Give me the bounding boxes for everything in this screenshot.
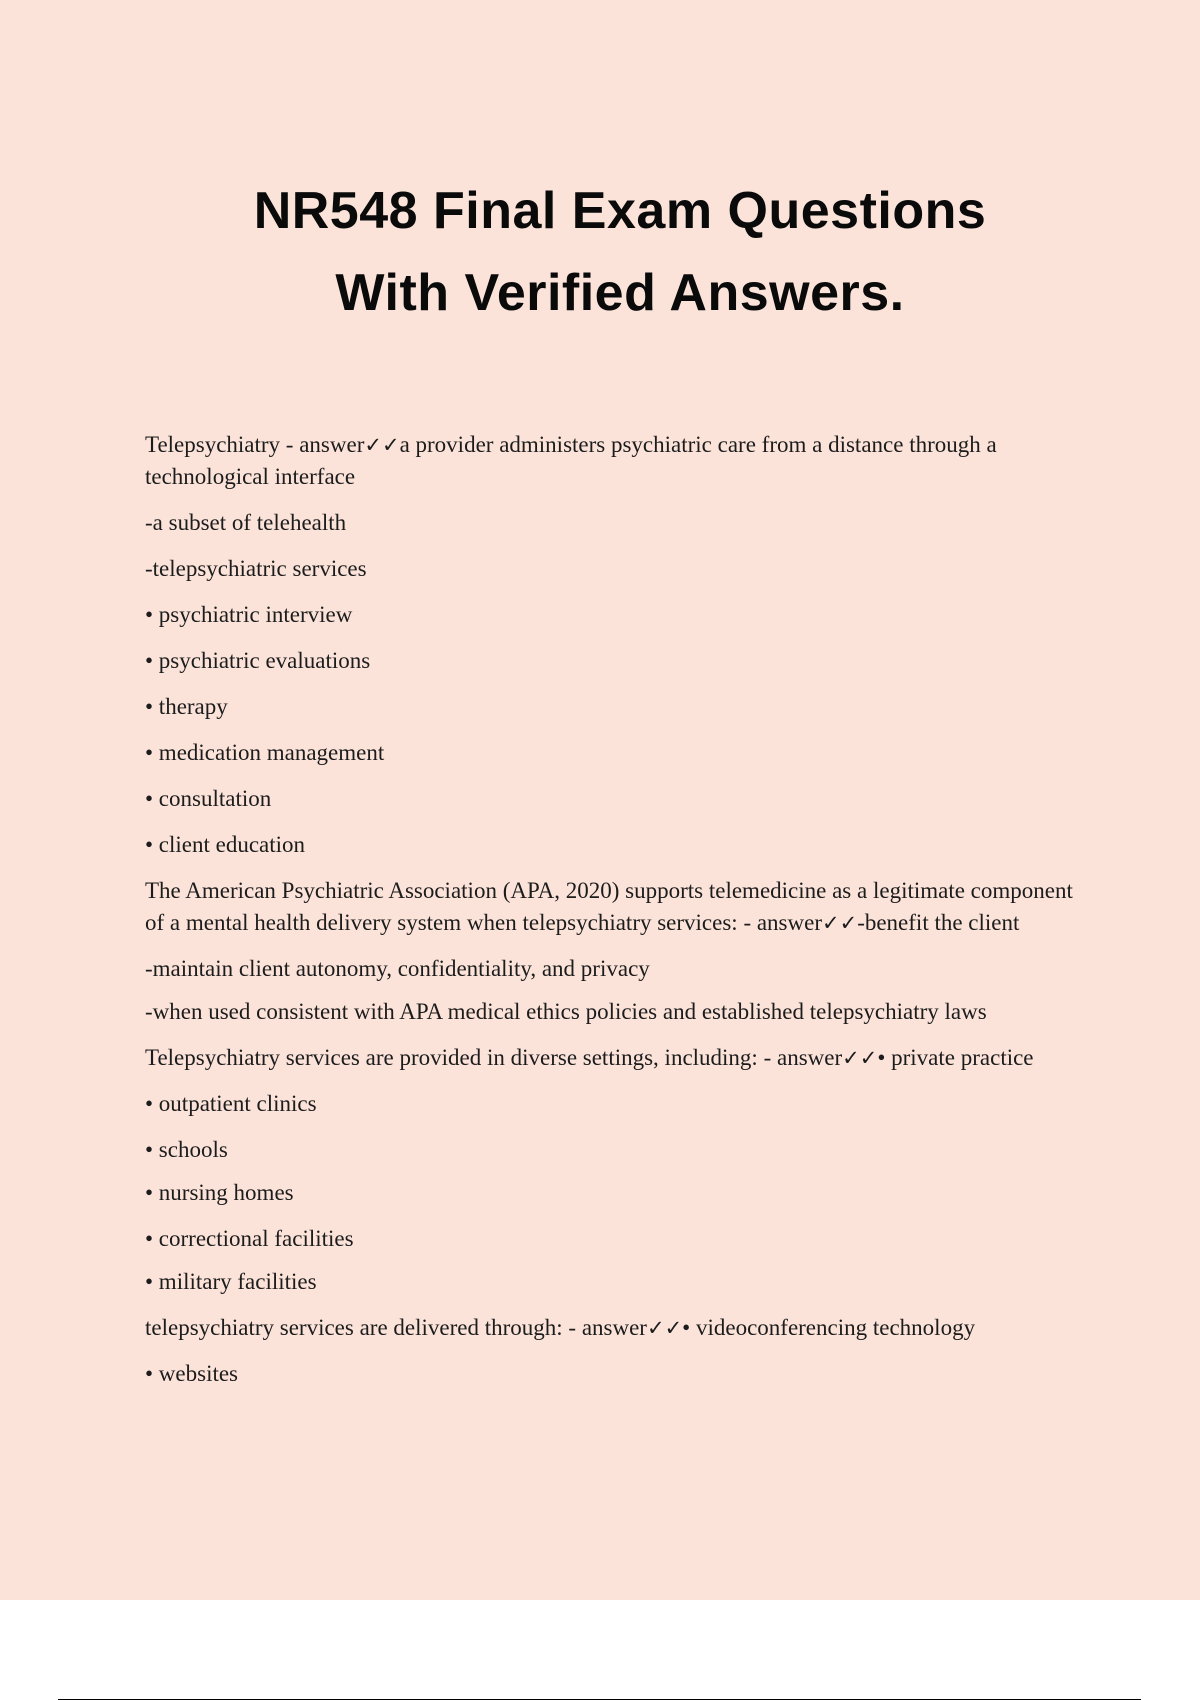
qa-telepsychiatry: Telepsychiatry - answer✓✓a provider administers psychiatric care from a distance through a technological interface [145,432,997,489]
list-item: • psychiatric evaluations [145,648,371,673]
list-item: • client education [145,832,306,857]
list-item: • military facilities [145,1269,317,1294]
list-item: • outpatient clinics [145,1091,317,1116]
check-mark-icon: ✓✓ [842,1046,878,1070]
list-item: -when used consistent with APA medical ethics policies and established telepsychiatry laws [145,999,987,1024]
check-mark-icon: ✓✓ [646,1316,683,1340]
document-title [0,170,1200,334]
list-item: • nursing homes [145,1180,294,1205]
document-body [145,429,1095,1404]
list-item: -a subset of telehealth [145,510,347,535]
list-item: -telepsychiatric services [145,556,367,581]
list-item: • consultation [145,786,272,811]
check-mark-icon: ✓✓ [364,433,400,457]
qa-apa-support: The American Psychiatric Association (APA, 2020) supports telemedicine as a legitimate component of a mental health delivery system when telepsychiatry services: - answer✓✓-benefit the client [145,878,1073,935]
list-item: • schools [145,1137,228,1162]
title-line-1: NR548 Final Exam Questions [253,182,987,240]
list-item: • correctional facilities [145,1226,354,1251]
check-mark-icon: ✓✓ [821,911,858,935]
qa-delivery: telepsychiatry services are delivered through: - answer✓✓• videoconferencing technology [145,1315,976,1340]
list-item: • psychiatric interview [145,602,353,627]
title-line-2: With Verified Answers. [335,264,905,322]
list-item: -maintain client autonomy, confidentiality, and privacy [145,956,650,981]
list-item: • medication management [145,740,385,765]
qa-settings: Telepsychiatry services are provided in diverse settings, including: - answer✓✓• private practice [145,1045,1034,1070]
list-item: • therapy [145,694,228,719]
list-item: • websites [145,1361,239,1386]
